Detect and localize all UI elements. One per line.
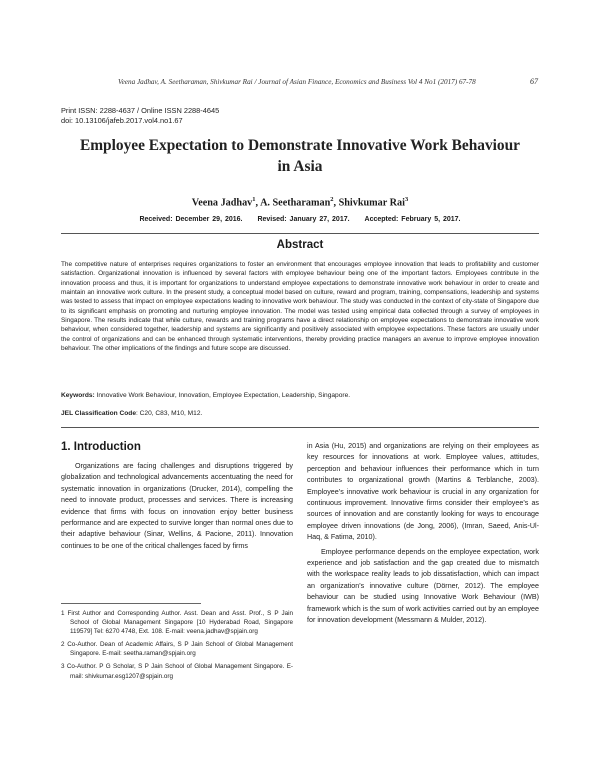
footnote-2: 2 Co-Author. Dean of Academic Affairs, S P Jain School of Global Management Singapore. E-mail: seetha.raman@spjain.org [61,641,293,658]
paper-title [60,135,540,177]
title-line-2: in Asia [277,158,323,175]
keywords-text: Innovative Work Behaviour, Innovation, Employee Expectation, Leadership, Singapore. [94,392,351,399]
issn-block [61,106,219,125]
footnotes [61,609,293,685]
intro-paragraph-2: in Asia (Hu, 2015) and organizations are relying on their employees as key resources for innovations at work. Employee values, attitudes, perception and behaviour influences their performance which in turn contributes to organizational growth (Martins & Terblanche, 2003). Employee’s innovative work behaviour is crucial in any organization for continuous improvement. Innovative firms consider their employee’s as sources of innovation and are constantly looking for ways to encourage employee driven innovations (de Jong, 2006), (Imran, Saeed, Anis-Ul-Haq, & Fatima, 2010). [307,442,539,542]
page-number: 67 [530,77,538,86]
author-name: A. Seetharaman [260,197,331,209]
author-name: Shivkumar Rai [338,197,405,209]
keywords [61,392,539,399]
jel-label: JEL Classification Code [61,410,136,417]
author-affiliation-mark: 1 [252,196,256,203]
footnote-rule [61,603,201,604]
keywords-label: Keywords: [61,392,95,399]
section-heading: 1. Introduction [61,441,141,453]
jel-text: : C20, C83, M10, M12. [136,410,203,417]
abstract-heading: Abstract [276,239,324,251]
abstract-top-rule [61,233,539,234]
intro-paragraph-1: Organizations are facing challenges and disruptions triggered by globalization and technological advancements accentuating the need for systematic innovation in organizations (Drucker, 2014), compelling the need to innovate product, processes and services. There is increasing evidence that firms with focus on innovation enjoy better business performance and are expected to survive longer than normal ones due to their adaptive behaviour (Sinar, Wellins, & Pacione, 2011). Innovation continues to be one of the critical challenges faced by firms [61,462,293,550]
intro-paragraph-3: Employee performance depends on the employee expectation, work experience and job satisfaction and the gap created due to mismatch with the workspace reality leads to job dissatisfaction, which can impact an organization’s innovative culture (Dörner, 2012). The employee behaviour can be studied using Innovative Work Behaviour (IWB) framework which is the sum of work activities carried out by an employee for innovation development (Messmann & Mulder, 2012). [307,547,539,625]
received-date: Received: December 29, 2016. [139,216,243,223]
author-list [60,196,540,208]
title-line-1: Employee Expectation to Demonstrate Innovative Work Behaviour [79,137,521,154]
running-header: Veena Jadhav, A. Seetharaman, Shivkumar Rai / Journal of Asian Finance, Economics and Business Vol 4 No1 (2017) 67-78 [118,78,476,86]
doi-line: doi: 10.13106/jafeb.2017.vol4.no1.67 [61,115,183,125]
author-affiliation-mark: 3 [404,196,409,203]
revised-date: Revised: January 27, 2017. [257,216,350,223]
footnote-3: 3 Co-Author. P G Scholar, S P Jain School of Global Management Singapore. E-mail: shivkumar.esg1207@spjain.org [61,663,293,680]
author-separator: , [333,197,339,209]
abstract-text: The competitive nature of enterprises requires organizations to foster an environment that encourages employee innovation that leads to profitability and customer satisfaction. Organizational innovation is influenced by several factors with employee behaviour being one of the important factors. Employees contribute in the innovation process and thus, it is important for organizations to understand employee expectations to demonstrate innovative work behaviour in order to create and maintain an innovative work culture. In the present study, a conceptual model based on culture, reward and program, training, compensations, leadership and systems was tested to assess that impact on employee expectations leading to innovative work behaviour. The study was conducted in the context of city-state of Singapore due to its significant emphasis on promoting and nurturing employee innovation. The model was tested using empirical data collected through a survey of employees in Singapore. The results indicate that while culture, rewards and training programs have a direct relationship on employee expectations to demonstrate innovative work behaviour, when considered together, leadership and systems are significantly and positively associated with employee expectations. These factors are usually under the control of organizations and can be enhanced through systematic interventions, thereby providing practice managers an avenue to improve employee innovation behaviour. The other implications of the findings and future scope are discussed. [61,261,539,352]
jel-codes [61,410,539,417]
issn-line: Print ISSN: 2288-4637 / Online ISSN 2288-4645 [61,106,220,115]
left-column [61,441,293,552]
accepted-date: Accepted: February 5, 2017. [364,216,461,223]
right-column [307,441,539,627]
abstract-bottom-rule [61,427,539,428]
author-name: Veena Jadhav [191,197,253,209]
author-affiliation-mark: 2 [330,196,334,203]
submission-dates [60,216,540,223]
author-separator: , [255,197,261,209]
footnote-1: 1 First Author and Corresponding Author. Asst. Dean and Asst. Prof., S P Jain School of Global Management Singapore [10 Hyderabad Road, Singapore 119579] Tel: 6270 4748, Ext. 108. E-mail: veena.jadhav@spjain.org [61,610,293,636]
